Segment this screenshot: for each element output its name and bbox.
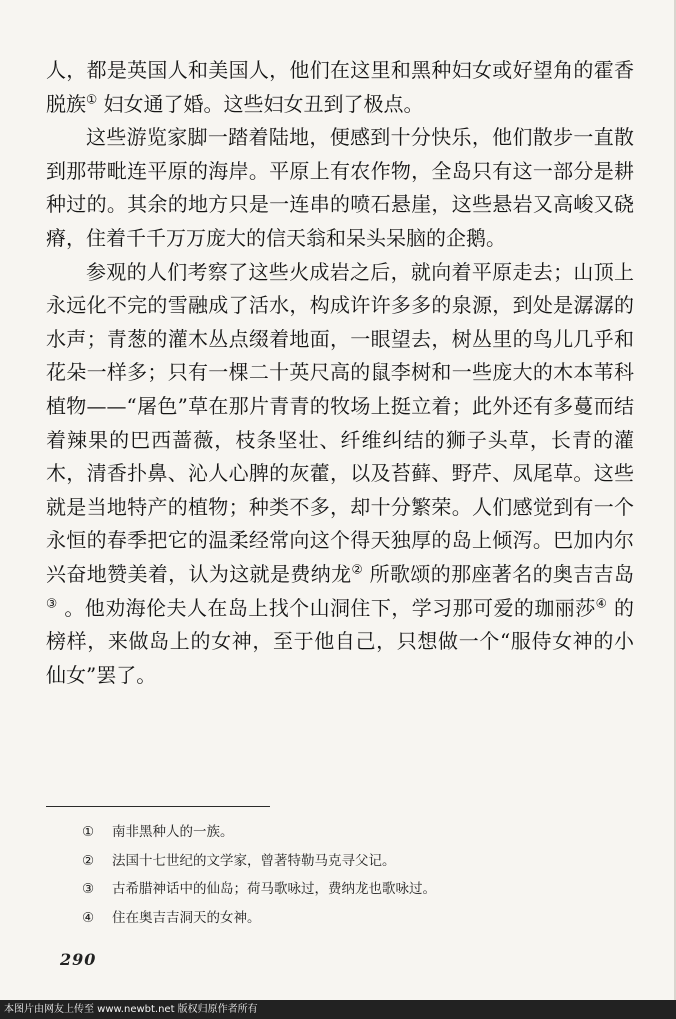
footnote-reference: ④ xyxy=(595,594,608,610)
footnote xyxy=(82,818,642,847)
footnotes xyxy=(82,818,642,932)
footnote-reference: ① xyxy=(86,90,98,106)
footnote-divider xyxy=(46,806,270,807)
footnote-text: 南非黑种人的一族。 xyxy=(112,824,234,840)
footnote xyxy=(82,904,642,933)
paragraph-text: 人，都是英国人和美国人，他们在这里和黑种妇女或好望角的霍香脱族 xyxy=(46,58,634,116)
page-number: 290 xyxy=(60,950,97,969)
footnote-mark: ② xyxy=(82,852,95,869)
paragraph-text: 妇女通了婚。这些妇女丑到了极点。 xyxy=(97,91,424,116)
footnote-reference: ③ xyxy=(46,594,58,610)
paragraph-text: 的榜样，来做岛上的女神，至于他自己，只想做一个“服侍女神的小仙女”罢了。 xyxy=(46,595,635,687)
footnote-mark: ③ xyxy=(82,881,95,897)
paragraph xyxy=(46,121,634,255)
paragraph-text: 这些游览家脚一踏着陆地，便感到十分快乐，他们散步一直散到那带毗连平原的海岸。平原上有农作物，全岛只有这一部分是耕种过的。其余的地方只是一连串的喷石悬崖，这些悬岩又高峻又硗瘠，住着千千万万庞大的信天翁和呆头呆脑的企鹅。 xyxy=(46,125,634,250)
paragraph xyxy=(46,256,634,693)
footnote-reference: ② xyxy=(351,561,363,577)
footnote xyxy=(82,847,642,876)
body-text xyxy=(46,54,634,692)
paragraph-text: 所歌颂的那座著名的奥吉吉岛 xyxy=(362,561,635,586)
footnote-text: 法国十七世纪的文学家，曾著特勒马克寻父记。 xyxy=(112,852,396,869)
footnote-text: 住在奥吉吉洞天的女神。 xyxy=(112,909,261,926)
footnote-text: 古希腊神话中的仙岛；荷马歌咏过，费纳龙也歌咏过。 xyxy=(112,881,436,897)
footnote-mark: ① xyxy=(82,824,95,840)
paragraph-text: 。他劝海伦夫人在岛上找个山洞住下，学习那可爱的珈丽莎 xyxy=(57,595,596,620)
footnote-mark: ④ xyxy=(82,909,95,926)
footnote xyxy=(82,875,642,904)
paragraph xyxy=(46,54,634,121)
watermark-banner: 本图片由网友上传至 www.newbt.net 版权归原作者所有 xyxy=(0,1000,676,1019)
paragraph-text: 参观的人们考察了这些火成岩之后，就向着平原走去；山顶上永远化不完的雪融成了活水，构成许许多多的泉源，到处是潺潺的水声；青葱的灌木丛点缀着地面，一眼望去，树丛里的鸟儿几乎和花朵一样多；只有一棵二十英尺高的鼠李树和一些庞大的木本苇科植物——“屠色”草在那片青青的牧场上挺立着；此外还有多蔓而结着辣果的巴西蔷薇，枝条坚壮、纤维纠结的狮子头草，长青的灌木，清香扑鼻、沁人心脾的灰藿，以及苔藓、野芹、凤尾草。这些就是当地特产的植物；种类不多，却十分繁荣。人们感觉到有一个永恒的春季把它的温柔经常向这个得天独厚的岛上倾泻。巴加内尔兴奋地赞美着，认为这就是费纳龙 xyxy=(46,259,634,586)
